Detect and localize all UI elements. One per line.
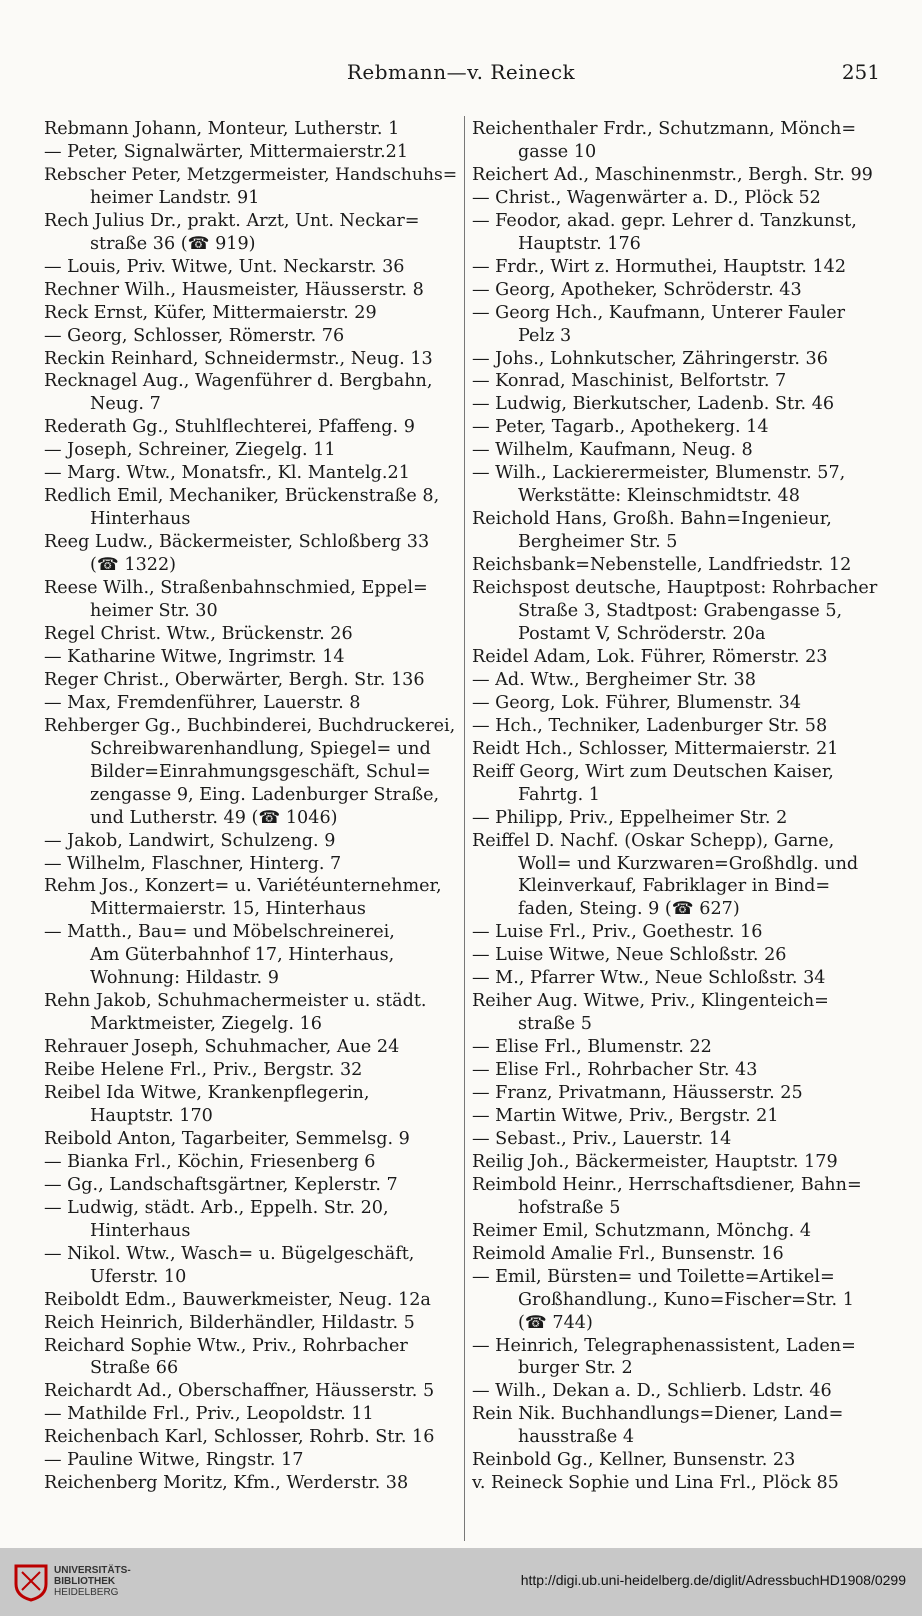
entry-line: Reimbold Heinr., Herrschaftsdiener, Bahn= [472,1174,862,1195]
entry-line: faden, Steing. 9 (☎ 627) [518,899,740,920]
entry-line: Reiff Georg, Wirt zum Deutschen Kaiser, [472,761,834,782]
entry-line: — Mathilde Frl., Priv., Leopoldstr. 11 [44,1404,374,1425]
directory-entry [44,1174,457,1197]
directory-entry [472,1036,884,1059]
library-name-line: HEIDELBERG [54,1587,119,1598]
directory-entry [472,761,884,807]
entry-line: Rebscher Peter, Metzgermeister, Handschuhs= [44,164,458,185]
directory-entry [44,164,457,210]
entry-line: Reiffel D. Nachf. (Oskar Schepp), Garne, [472,830,835,851]
entry-line: — Wilh., Lackierermeister, Blumenstr. 57, [472,463,846,484]
directory-entry [472,279,884,302]
entry-line: v. Reineck Sophie und Lina Frl., Plöck 85 [472,1473,839,1494]
entry-line: heimer Landstr. 91 [90,187,260,208]
university-seal-icon [12,1562,50,1602]
entry-line: — Georg, Apotheker, Schröderstr. 43 [472,279,802,300]
directory-entry [472,1151,884,1174]
directory-entry [472,1128,884,1151]
directory-entry [472,577,884,646]
entry-line: Reichspost deutsche, Hauptpost: Rohrbacher [472,578,878,599]
left-column [44,118,457,1495]
entry-line: Reidel Adam, Lok. Führer, Römerstr. 23 [472,646,828,667]
entry-line: Rebmann Johann, Monteur, Lutherstr. 1 [44,119,400,139]
entry-line: Kleinverkauf, Fabriklager in Bind= [518,876,831,897]
entry-line: Rech Julius Dr., prakt. Arzt, Unt. Neckar= [44,210,420,231]
directory-entry [44,692,457,715]
entry-line: Reichert Ad., Maschinenmstr., Bergh. Str. 99 [472,164,873,185]
entry-line: Reich Heinrich, Bilderhändler, Hildastr. 5 [44,1312,415,1333]
entry-line: Woll= und Kurzwaren=Großhdlg. und [518,853,859,874]
directory-entry [44,1036,457,1059]
entry-line: Reichenberg Moritz, Kfm., Werderstr. 38 [44,1473,409,1494]
entry-line: — Hch., Techniker, Ladenburger Str. 58 [472,715,828,736]
entry-line: — Feodor, akad. gepr. Lehrer d. Tanzkunst, [472,210,857,231]
directory-entry [44,875,457,921]
entry-line: Reibold Anton, Tagarbeiter, Semmelsg. 9 [44,1128,410,1149]
directory-entry [44,256,457,279]
entry-line: — Ludwig, Bierkutscher, Ladenb. Str. 46 [472,394,835,415]
page-number: 251 [841,60,880,84]
directory-entry [44,210,457,256]
entry-line: — Marg. Wtw., Monatsfr., Kl. Mantelg.21 [44,463,410,484]
directory-entry [472,830,884,922]
entry-line: Uferstr. 10 [90,1266,187,1287]
directory-entry [44,1082,457,1128]
entry-line: — Nikol. Wtw., Wasch= u. Bügelgeschäft, [44,1243,415,1264]
entry-line: Reichardt Ad., Oberschaffner, Häusserstr. 5 [44,1381,435,1402]
directory-entry [44,1403,457,1426]
entry-line: Reese Wilh., Straßenbahnschmied, Eppel= [44,578,428,599]
entry-line: Reichenbach Karl, Schlosser, Rohrb. Str. 16 [44,1427,435,1448]
directory-entry [472,1082,884,1105]
column-divider [464,116,465,1541]
running-head: Rebmann—v. Reineck [346,60,576,84]
directory-entry [44,623,457,646]
directory-entry [472,1380,884,1403]
entry-line: — Elise Frl., Blumenstr. 22 [472,1037,712,1058]
directory-entry [44,1059,457,1082]
directory-entry [472,1174,884,1220]
directory-entry [44,370,457,416]
entry-line: straße 5 [518,1014,592,1035]
entry-line: — Luise Witwe, Neue Schloßstr. 26 [472,945,787,966]
entry-line: Straße 3, Stadtpost: Grabengasse 5, [518,601,843,622]
source-url-link[interactable]: http://digi.ub.uni-heidelberg.de/diglit/AdressbuchHD1908/0299 [520,1572,906,1588]
entry-line: Reichsbank=Nebenstelle, Landfriedstr. 12 [472,555,852,576]
entry-line: Großhandlung., Kuno=Fischer=Str. 1 [518,1289,854,1310]
entry-line: Rehm Jos., Konzert= u. Variétéunternehmer, [44,876,442,897]
entry-line: — Gg., Landschaftsgärtner, Keplerstr. 7 [44,1174,398,1195]
entry-line: Reeg Ludw., Bäckermeister, Schloßberg 33 [44,532,430,553]
library-name-line: BIBLIOTHEK [54,1576,116,1587]
entry-line: Reibel Ida Witwe, Krankenpflegerin, [44,1083,370,1104]
directory-entry [472,1266,884,1335]
directory-entry [472,370,884,393]
entry-line: Marktmeister, Ziegelg. 16 [90,1014,322,1035]
entry-line: Regel Christ. Wtw., Brückenstr. 26 [44,623,353,644]
entry-line: Redlich Emil, Mechaniker, Brückenstraße 8, [44,486,440,507]
entry-line: — Ludwig, städt. Arb., Eppelh. Str. 20, [44,1197,389,1218]
directory-entry [472,1403,884,1449]
entry-line: — Max, Fremdenführer, Lauerstr. 8 [44,692,361,713]
directory-entry [44,141,457,164]
directory-entry [44,1335,457,1381]
entry-line: — Heinrich, Telegraphenassistent, Laden= [472,1335,856,1356]
entry-line: Bergheimer Str. 5 [518,532,678,553]
directory-entry [472,554,884,577]
directory-entry [44,990,457,1036]
entry-line: — Wilhelm, Flaschner, Hinterg. 7 [44,853,342,874]
entry-line: — Martin Witwe, Priv., Bergstr. 21 [472,1105,779,1126]
entry-line: zengasse 9, Eing. Ladenburger Straße, [90,784,440,805]
entry-line: Hauptstr. 176 [518,233,641,254]
entry-line: Pelz 3 [518,325,572,346]
entry-line: — Katharine Witwe, Ingrimstr. 14 [44,646,345,667]
directory-entry [44,921,457,990]
entry-line: Rederath Gg., Stuhlflechterei, Pfaffeng. 9 [44,417,415,438]
entry-line: Reichard Sophie Wtw., Priv., Rohrbacher [44,1335,408,1356]
entry-line: Wohnung: Hildastr. 9 [90,968,279,989]
entry-line: — Elise Frl., Rohrbacher Str. 43 [472,1060,758,1081]
entry-line: Reilig Joh., Bäckermeister, Hauptstr. 179 [472,1151,838,1172]
entry-line: Reger Christ., Oberwärter, Bergh. Str. 136 [44,669,425,690]
directory-entry [44,439,457,462]
entry-line: Rehrauer Joseph, Schuhmacher, Aue 24 [44,1037,400,1058]
directory-entry [472,669,884,692]
entry-line: Fahrtg. 1 [518,784,600,805]
entry-line: Werkstätte: Kleinschmidtstr. 48 [518,486,800,507]
entry-line: — Louis, Priv. Witwe, Unt. Neckarstr. 36 [44,256,405,277]
directory-entry [44,531,457,577]
entry-line: Hauptstr. 170 [90,1105,213,1126]
directory-entry [44,1243,457,1289]
entry-line: Reidt Hch., Schlosser, Mittermaierstr. 21 [472,738,839,759]
directory-entry [472,118,884,164]
entry-line: — Georg, Schlosser, Römerstr. 76 [44,325,345,346]
entry-line: Recknagel Aug., Wagenführer d. Bergbahn, [44,371,433,392]
directory-entry [472,348,884,371]
directory-entry [472,967,884,990]
entry-line: — Peter, Signalwärter, Mittermaierstr.21 [44,141,409,162]
directory-entry [44,485,457,531]
directory-entry [44,1312,457,1335]
entry-line: Reck Ernst, Küfer, Mittermaierstr. 29 [44,302,377,323]
directory-entry [472,921,884,944]
entry-line: burger Str. 2 [518,1358,633,1379]
entry-line: hausstraße 4 [518,1427,635,1448]
directory-entry [44,1151,457,1174]
entry-line: — Wilh., Dekan a. D., Schlierb. Ldstr. 46 [472,1381,832,1402]
directory-entry [472,1243,884,1266]
entry-line: — M., Pfarrer Wtw., Neue Schloßstr. 34 [472,968,826,989]
entry-line: Reimold Amalie Frl., Bunsenstr. 16 [472,1243,784,1264]
entry-line: — Franz, Privatmann, Häusserstr. 25 [472,1083,803,1104]
entry-line: Reibe Helene Frl., Priv., Bergstr. 32 [44,1060,363,1081]
entry-line: — Peter, Tagarb., Apothekerg. 14 [472,417,769,438]
directory-entry [472,187,884,210]
directory-entry [472,462,884,508]
entry-line: Mittermaierstr. 15, Hinterhaus [90,899,366,920]
directory-entry [44,1128,457,1151]
entry-line: — Georg, Lok. Führer, Blumenstr. 34 [472,692,802,713]
directory-entry [44,1472,457,1495]
directory-entry [472,1059,884,1082]
entry-line: Neug. 7 [90,394,161,415]
entry-line: — Johs., Lohnkutscher, Zähringerstr. 36 [472,348,828,369]
right-column [472,118,884,1495]
directory-entry [44,1380,457,1403]
entry-line: Rechner Wilh., Hausmeister, Häusserstr. 8 [44,279,424,300]
entry-line: — Konrad, Maschinist, Belfortstr. 7 [472,371,787,392]
directory-entry [472,692,884,715]
entry-line: Hinterhaus [90,1220,191,1241]
entry-line: Reimer Emil, Schutzmann, Mönchg. 4 [472,1220,812,1241]
entry-line: — Bianka Frl., Köchin, Friesenberg 6 [44,1151,376,1172]
directory-entry [44,1426,457,1449]
directory-entry [44,669,457,692]
entry-line: Straße 66 [90,1358,179,1379]
directory-entry [44,1197,457,1243]
entry-line: Rehberger Gg., Buchbinderei, Buchdruckerei, [44,715,456,736]
entry-line: gasse 10 [518,141,597,162]
directory-entry [44,302,457,325]
entry-line: Reichold Hans, Großh. Bahn=Ingenieur, [472,509,832,530]
directory-entry [44,646,457,669]
entry-line: — Luise Frl., Priv., Goethestr. 16 [472,922,763,943]
directory-entry [472,1220,884,1243]
entry-line: hofstraße 5 [518,1197,621,1218]
entry-line: Reiboldt Edm., Bauwerkmeister, Neug. 12a [44,1289,431,1310]
entry-line: — Wilhelm, Kaufmann, Neug. 8 [472,440,753,461]
entry-line: Rein Nik. Buchhandlungs=Diener, Land= [472,1404,844,1425]
entry-line: Am Güterbahnhof 17, Hinterhaus, [90,945,395,966]
entry-line: — Ad. Wtw., Bergheimer Str. 38 [472,669,756,690]
directory-entry [472,439,884,462]
directory-entry [44,279,457,302]
entry-line: und Lutherstr. 49 (☎ 1046) [90,807,338,828]
directory-entry [472,1472,884,1495]
library-name-line: UNIVERSITÄTS- [54,1565,131,1576]
directory-entry [44,1449,457,1472]
entry-line: — Pauline Witwe, Ringstr. 17 [44,1450,304,1471]
entry-line: — Emil, Bürsten= und Toilette=Artikel= [472,1266,835,1287]
directory-entry [472,416,884,439]
directory-entry [472,508,884,554]
entry-line: Bilder=Einrahmungsgeschäft, Schul= [90,761,431,782]
directory-entry [472,807,884,830]
entry-line: Rehn Jakob, Schuhmachermeister u. städt. [44,991,427,1012]
footer-bar [0,1548,922,1616]
entry-line: straße 36 (☎ 919) [90,233,256,254]
directory-entry [472,715,884,738]
entry-line: Postamt V, Schröderstr. 20a [518,623,766,644]
directory-entry [44,715,457,830]
directory-entry [44,416,457,439]
entry-line: — Christ., Wagenwärter a. D., Plöck 52 [472,187,821,208]
entry-line: — Matth., Bau= und Möbelschreinerei, [44,922,395,943]
entry-line: — Joseph, Schreiner, Ziegelg. 11 [44,440,336,461]
directory-entry [44,348,457,371]
entry-line: Reichenthaler Frdr., Schutzmann, Mönch= [472,119,857,139]
directory-entry [472,210,884,256]
entry-line: — Georg Hch., Kaufmann, Unterer Fauler [472,302,846,323]
directory-entry [472,990,884,1036]
entry-line: heimer Str. 30 [90,601,218,622]
entry-line: — Philipp, Priv., Eppelheimer Str. 2 [472,807,788,828]
directory-entry [472,944,884,967]
entry-line: Schreibwarenhandlung, Spiegel= und [90,738,431,759]
directory-entry [472,738,884,761]
entry-line: — Jakob, Landwirt, Schulzeng. 9 [44,830,336,851]
directory-entry [472,646,884,669]
entry-line: (☎ 744) [518,1312,593,1333]
directory-entry [44,325,457,348]
directory-entry [44,1289,457,1312]
directory-entry [44,830,457,853]
directory-entry [44,577,457,623]
directory-entry [44,462,457,485]
directory-entry [472,302,884,348]
directory-entry [472,393,884,416]
entry-line: Reinbold Gg., Kellner, Bunsenstr. 23 [472,1450,796,1471]
directory-entry [472,256,884,279]
directory-entry [472,1335,884,1381]
directory-entry [472,1449,884,1472]
directory-entry [472,164,884,187]
entry-line: Reckin Reinhard, Schneidermstr., Neug. 13 [44,348,433,369]
entry-line: Reiher Aug. Witwe, Priv., Klingenteich= [472,991,829,1012]
entry-line: (☎ 1322) [90,555,177,576]
entry-line: — Frdr., Wirt z. Hormuthei, Hauptstr. 142 [472,256,847,277]
library-name [54,1565,131,1598]
entry-line: Hinterhaus [90,509,191,530]
directory-entry [44,118,457,141]
directory-entry [472,1105,884,1128]
entry-line: — Sebast., Priv., Lauerstr. 14 [472,1128,732,1149]
directory-entry [44,853,457,876]
